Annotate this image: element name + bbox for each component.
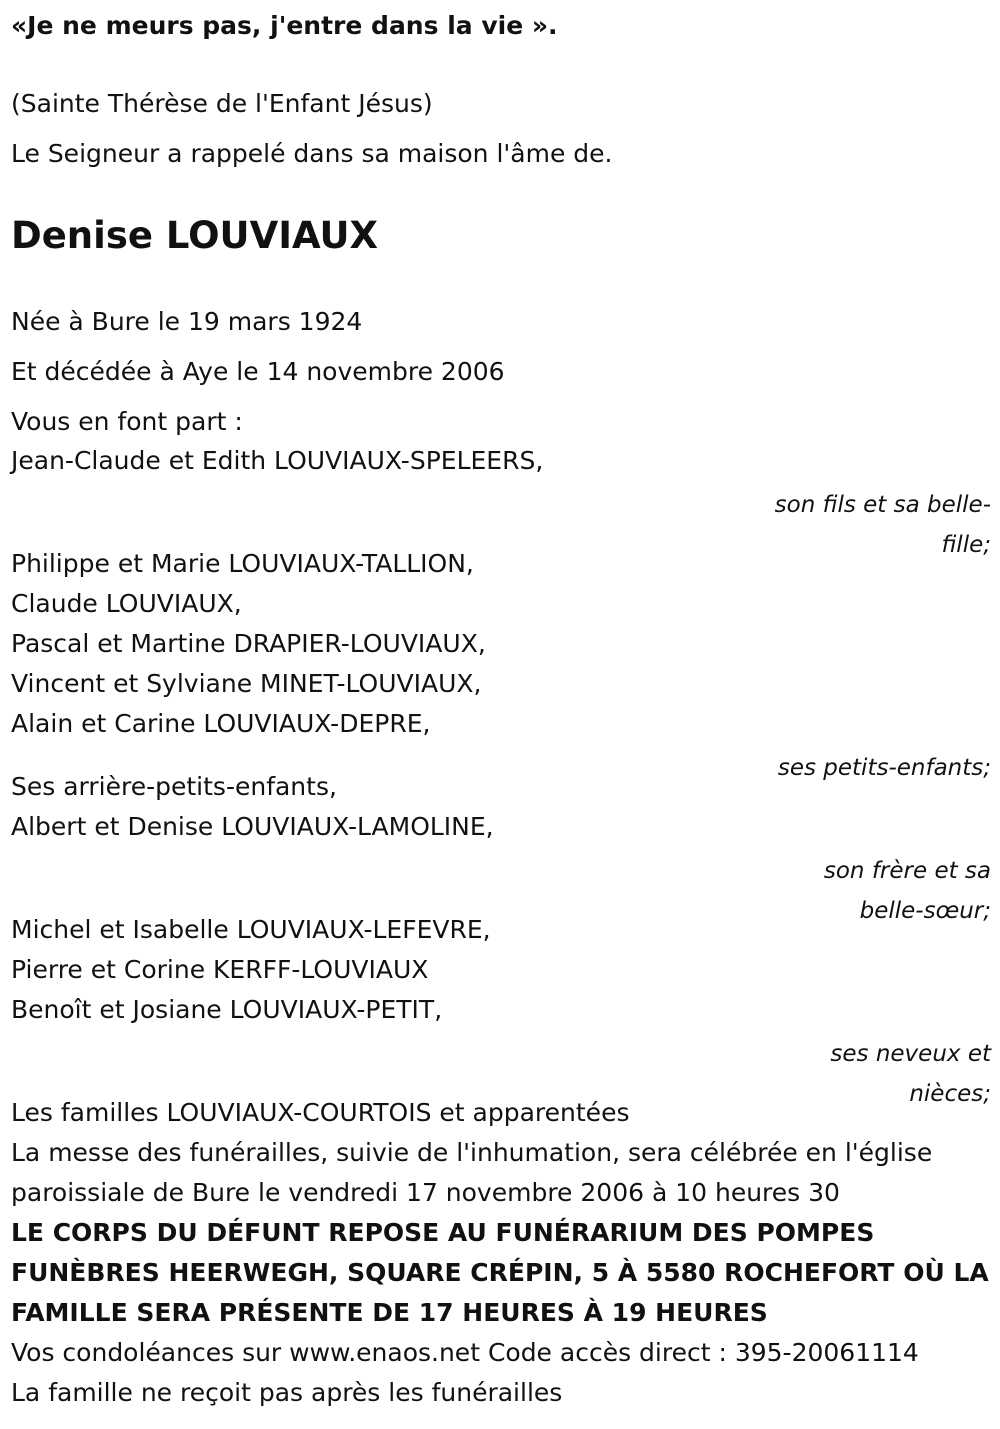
mass-line: paroissiale de Bure le vendredi 17 novembre 2006 à 10 heures 30 bbox=[11, 1178, 840, 1207]
relation-label: belle-sœur; bbox=[859, 898, 991, 924]
notice-line: FAMILLE SERA PRÉSENTE DE 17 HEURES À 19 HEURES bbox=[11, 1298, 768, 1327]
relation-label: son fils et sa belle- bbox=[774, 492, 991, 518]
family-name: Albert et Denise LOUVIAUX-LAMOLINE, bbox=[11, 812, 494, 841]
family-name: Ses arrière-petits-enfants, bbox=[11, 772, 337, 801]
relation-label: ses petits-enfants; bbox=[777, 755, 991, 781]
family-name: Claude LOUVIAUX, bbox=[11, 589, 242, 618]
relation-label: fille; bbox=[941, 532, 991, 558]
family-name: Michel et Isabelle LOUVIAUX-LEFEVRE, bbox=[11, 915, 491, 944]
family-name: Pierre et Corine KERFF-LOUVIAUX bbox=[11, 955, 429, 984]
relation-label: nièces; bbox=[909, 1081, 991, 1107]
family-name: Alain et Carine LOUVIAUX-DEPRE, bbox=[11, 709, 431, 738]
family-name: Vincent et Sylviane MINET-LOUVIAUX, bbox=[11, 669, 482, 698]
death-line: Et décédée à Aye le 14 novembre 2006 bbox=[11, 357, 505, 386]
relation-label: son frère et sa bbox=[823, 858, 991, 884]
announce-line: Vous en font part : bbox=[11, 407, 243, 436]
condolences-line: Vos condoléances sur www.enaos.net Code accès direct : 395-20061114 bbox=[11, 1338, 919, 1367]
intro-text: Le Seigneur a rappelé dans sa maison l'âme de. bbox=[11, 139, 613, 168]
family-name: Pascal et Martine DRAPIER-LOUVIAUX, bbox=[11, 629, 486, 658]
family-group-3 bbox=[11, 767, 991, 931]
family-name: Benoît et Josiane LOUVIAUX-PETIT, bbox=[11, 995, 443, 1024]
intro-block bbox=[11, 84, 991, 174]
relation-label: ses neveux et bbox=[830, 1041, 991, 1067]
notice-line: FUNÈBRES HEERWEGH, SQUARE CRÉPIN, 5 À 5580 ROCHEFORT OÙ LA bbox=[11, 1258, 989, 1287]
deceased-name: Denise LOUVIAUX bbox=[11, 214, 379, 257]
families-line: Les familles LOUVIAUX-COURTOIS et apparentées bbox=[11, 1098, 630, 1127]
closing-block bbox=[11, 1093, 991, 1413]
attribution: (Sainte Thérèse de l'Enfant Jésus) bbox=[11, 89, 433, 118]
family-group-4 bbox=[11, 910, 991, 1114]
family-name: Philippe et Marie LOUVIAUX-TALLION, bbox=[11, 549, 474, 578]
closing-line: La famille ne reçoit pas après les funérailles bbox=[11, 1378, 563, 1407]
family-name: Jean-Claude et Edith LOUVIAUX-SPELEERS, bbox=[11, 446, 544, 475]
notice-line: LE CORPS DU DÉFUNT REPOSE AU FUNÉRARIUM DES POMPES bbox=[11, 1218, 875, 1247]
quote: «Je ne meurs pas, j'entre dans la vie ». bbox=[11, 11, 558, 40]
family-group-2 bbox=[11, 544, 991, 788]
mass-line: La messe des funérailles, suivie de l'inhumation, sera célébrée en l'église bbox=[11, 1138, 933, 1167]
birth-line: Née à Bure le 19 mars 1924 bbox=[11, 307, 363, 336]
dates-block bbox=[11, 302, 991, 442]
